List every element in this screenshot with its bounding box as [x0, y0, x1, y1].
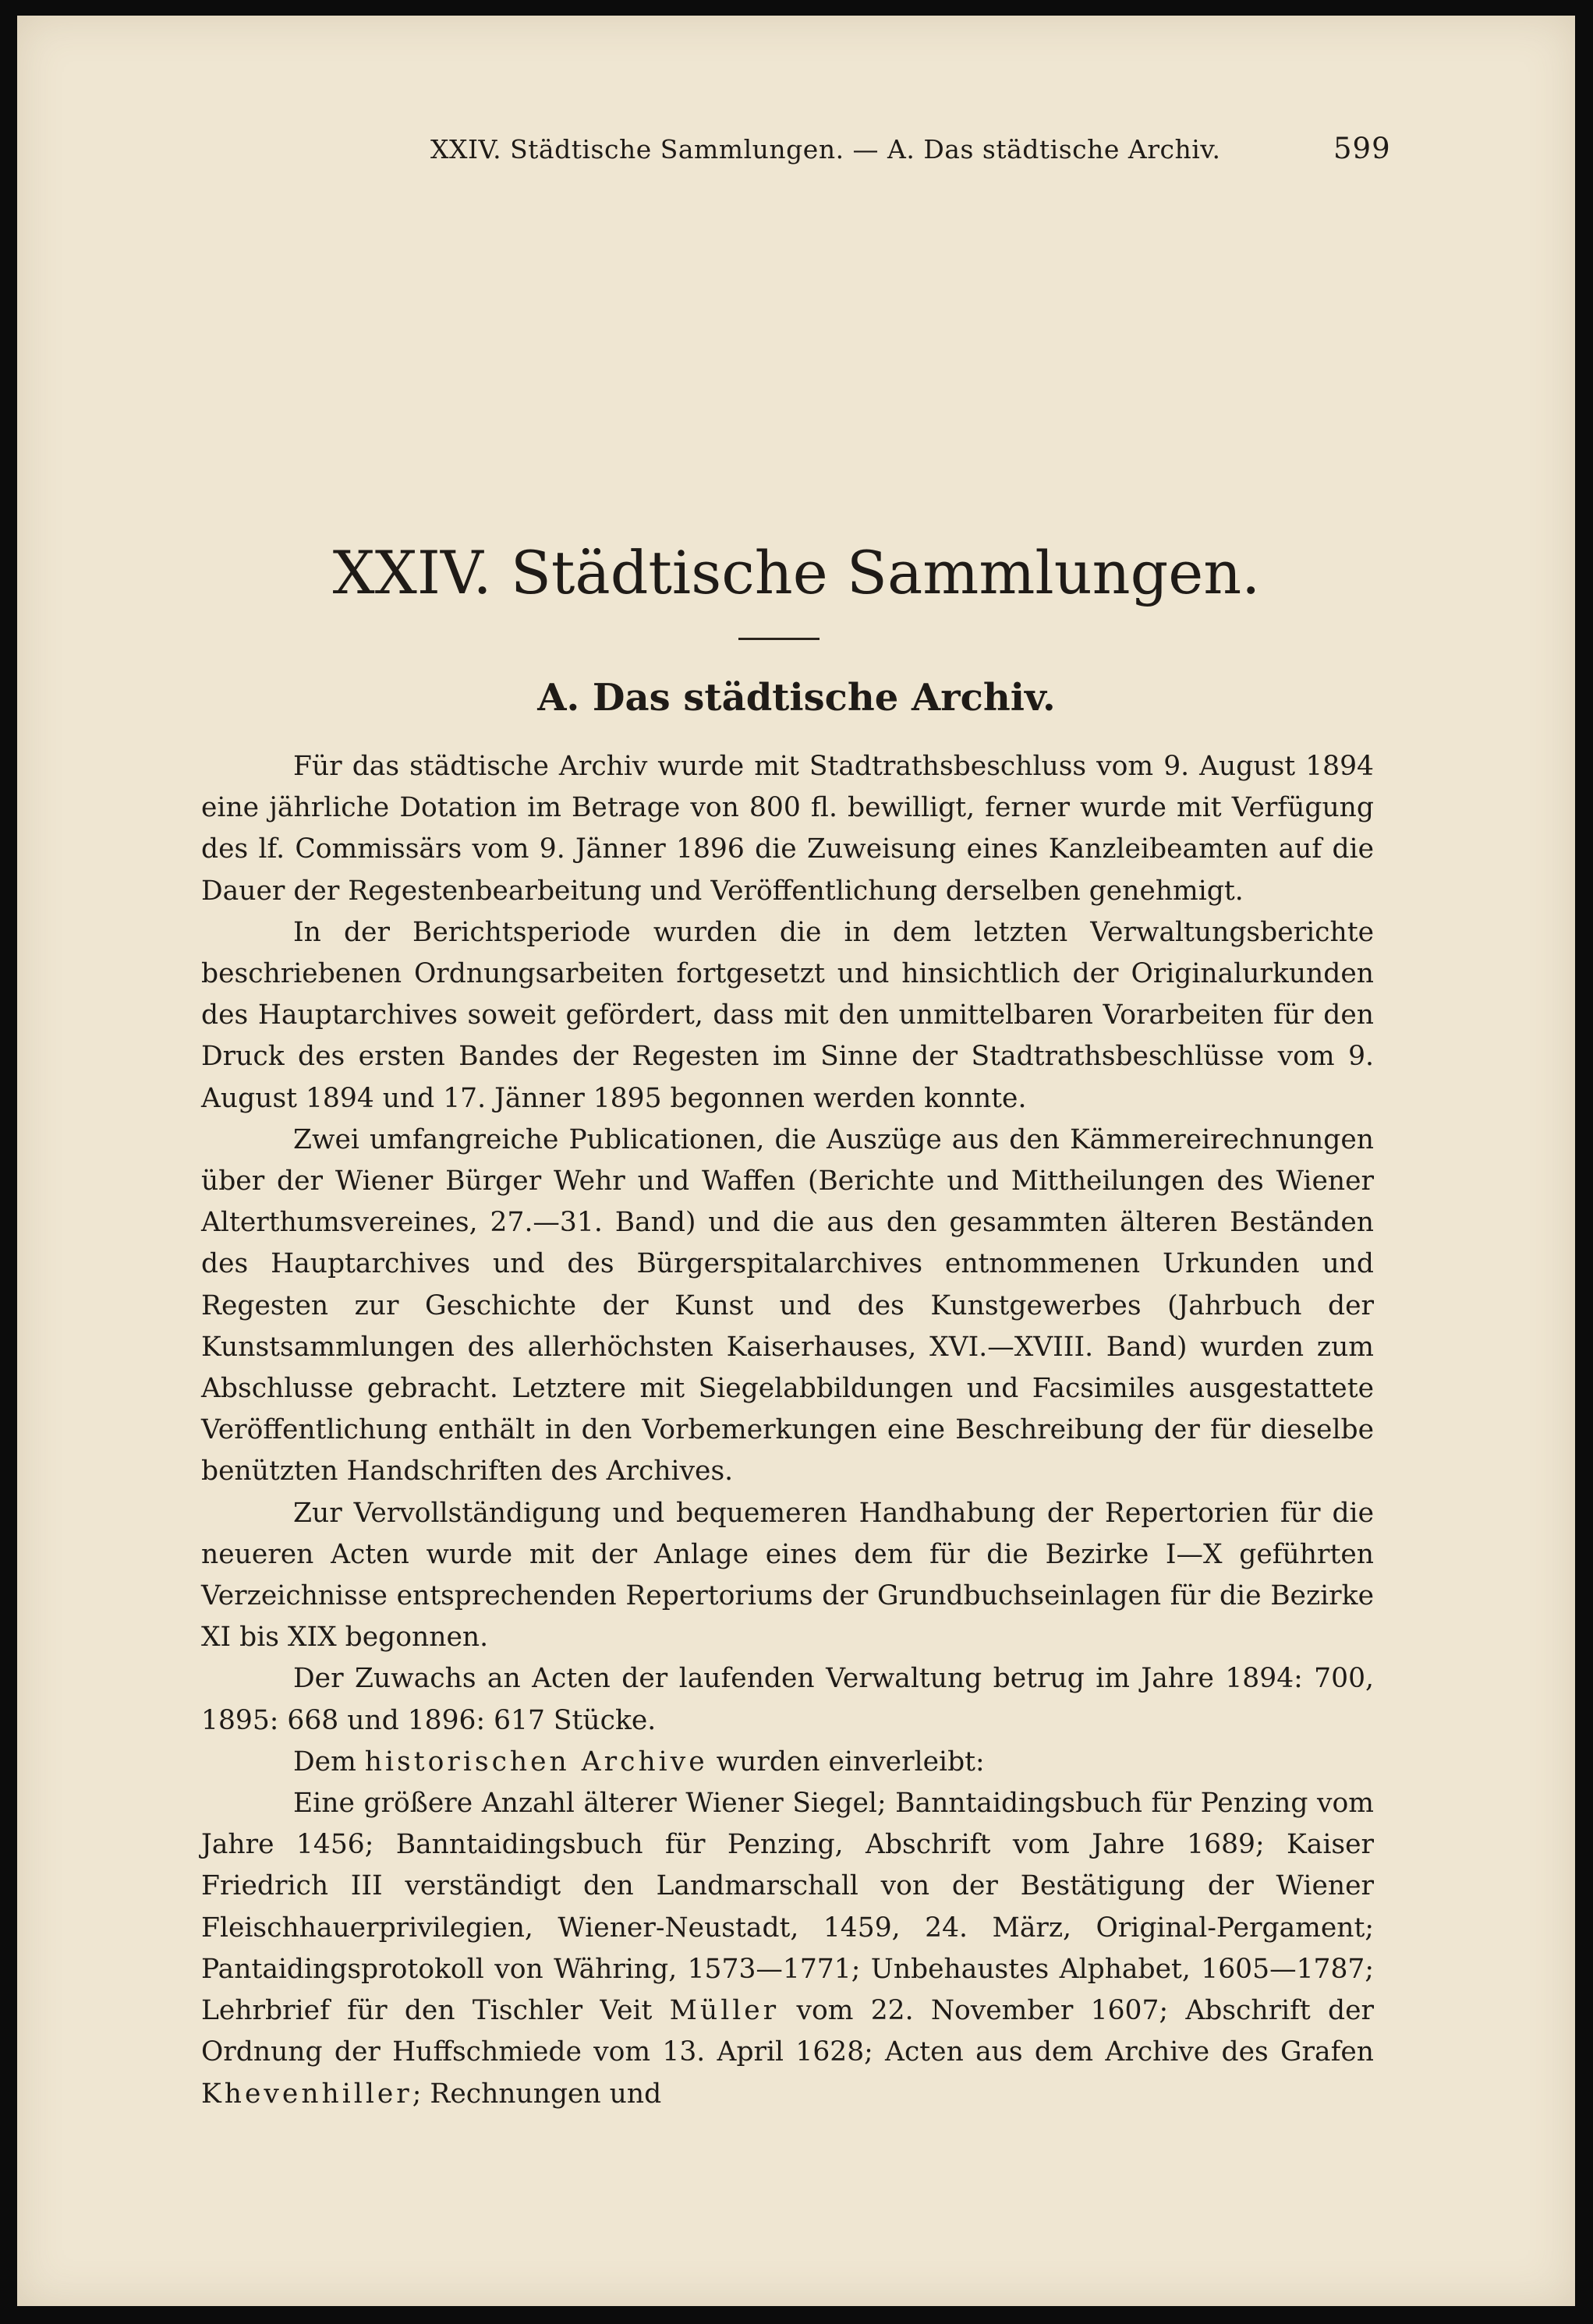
- historic-intro-suffix: wurden einverleibt:: [716, 1746, 985, 1777]
- paragraph-historic-intro: [201, 1742, 1374, 1783]
- name-mueller: Müller: [669, 1995, 780, 2027]
- paragraph-repertorien: Zur Vervollständigung und bequemeren Handhabung der Repertorien für die neueren Acten wurde mit der Anlage eines dem für die Bezirke I—X geführten Verzeichnisse entsprechenden Repertoriums der Grundbuchseinlagen für die Bezirke XI bis XIX begonnen.: [201, 1497, 1374, 1654]
- running-header: XXIV. Städtische Sammlungen. — A. Das städtische Archiv.: [430, 134, 1221, 164]
- chapter-title: XXIV. Städtische Sammlungen.: [332, 538, 1261, 607]
- paragraph-publicationen: Zwei umfangreiche Publicationen, die Auszüge aus den Kämmereirechnungen über der Wiener Bürger Wehr und Waffen (Berichte und Mittheilungen des Wiener Alterthumsvereines, 27.—31. Band) und die aus den gesammten älteren Beständen des Hauptarchives und des Bürgerspitalarchives entnommenen Urkunden und Regesten zur Geschichte der Kunst und des Kunstgewerbes (Jahrbuch der Kunstsammlungen des allerhöchsten Kaiserhauses, XVI.—XVIII. Band) wurden zum Abschlusse gebracht. Letztere mit Siegelabbildungen und Facsimiles ausgestattete Veröffentlichung enthält in den Vorbemerkungen eine Beschreibung der für dieselbe benützten Handschriften des Archives.: [201, 1123, 1374, 1487]
- body-text: [201, 746, 1374, 2115]
- historic-archive-spaced: historischen Archive: [364, 1746, 708, 1777]
- paragraph-dotation: Für das städtische Archiv wurde mit Stadtrathsbeschluss vom 9. August 1894 eine jährliche Dotation im Betrage von 800 fl. bewilligt, ferner wurde mit Verfügung des lf. Commissärs vom 9. Jänner 1896 die Zuweisung eines Kanzleibeamten auf die Dauer der Regestenbearbeitung und Veröffentlichung derselben genehmigt.: [201, 751, 1374, 907]
- section-title: A. Das städtische Archiv.: [537, 676, 1056, 720]
- name-khevenhiller: Khevenhiller: [201, 2078, 412, 2110]
- historic-intro-prefix: Dem: [293, 1746, 356, 1777]
- paragraph-berichtsperiode: In der Berichtsperiode wurden die in dem letzten Verwaltungsberichte beschriebenen Ordnungsarbeiten fortgesetzt und hinsichtlich der Originalurkunden des Hauptarchives soweit gefördert, dass mit den unmittelbaren Vorarbeiten für den Druck des ersten Bandes der Regesten im Sinne der Stadtrathsbeschlüsse vom 9. August 1894 und 17. Jänner 1895 begonnen werden konnte.: [201, 916, 1374, 1114]
- title-divider: [738, 638, 820, 640]
- acquisitions-part-3: ; Rechnungen und: [412, 2078, 662, 2110]
- paragraph-acquisitions: [201, 1783, 1374, 2115]
- page-number: 599: [1333, 132, 1391, 165]
- acquisitions-part-1: Eine größere Anzahl älterer Wiener Siegel; Banntaidingsbuch für Penzing vom Jahre 1456; Banntaidingsbuch für Penzing, Abschrift vom Jahre 1689; Kaiser Friedrich III verständigt den Landmarschall von der Bestätigung der Wiener Fleischhauerprivilegien, Wiener-Neustadt, 1459, 24. März, Original-Pergament; Pantaidingsprotokoll von Währing, 1573—1771; Unbehaustes Alphabet, 1605—1787; Lehrbrief für den Tischler Veit: [201, 1788, 1374, 2027]
- paragraph-zuwachs: Der Zuwachs an Acten der laufenden Verwaltung betrug im Jahre 1894: 700, 1895: 668 und 1896: 617 Stücke.: [201, 1663, 1374, 1736]
- acquisitions-part-2: vom 22. November 1607; Abschrift der Ordnung der Huffschmiede vom 13. April 1628; Acten aus dem Archive des Grafen: [201, 1995, 1375, 2068]
